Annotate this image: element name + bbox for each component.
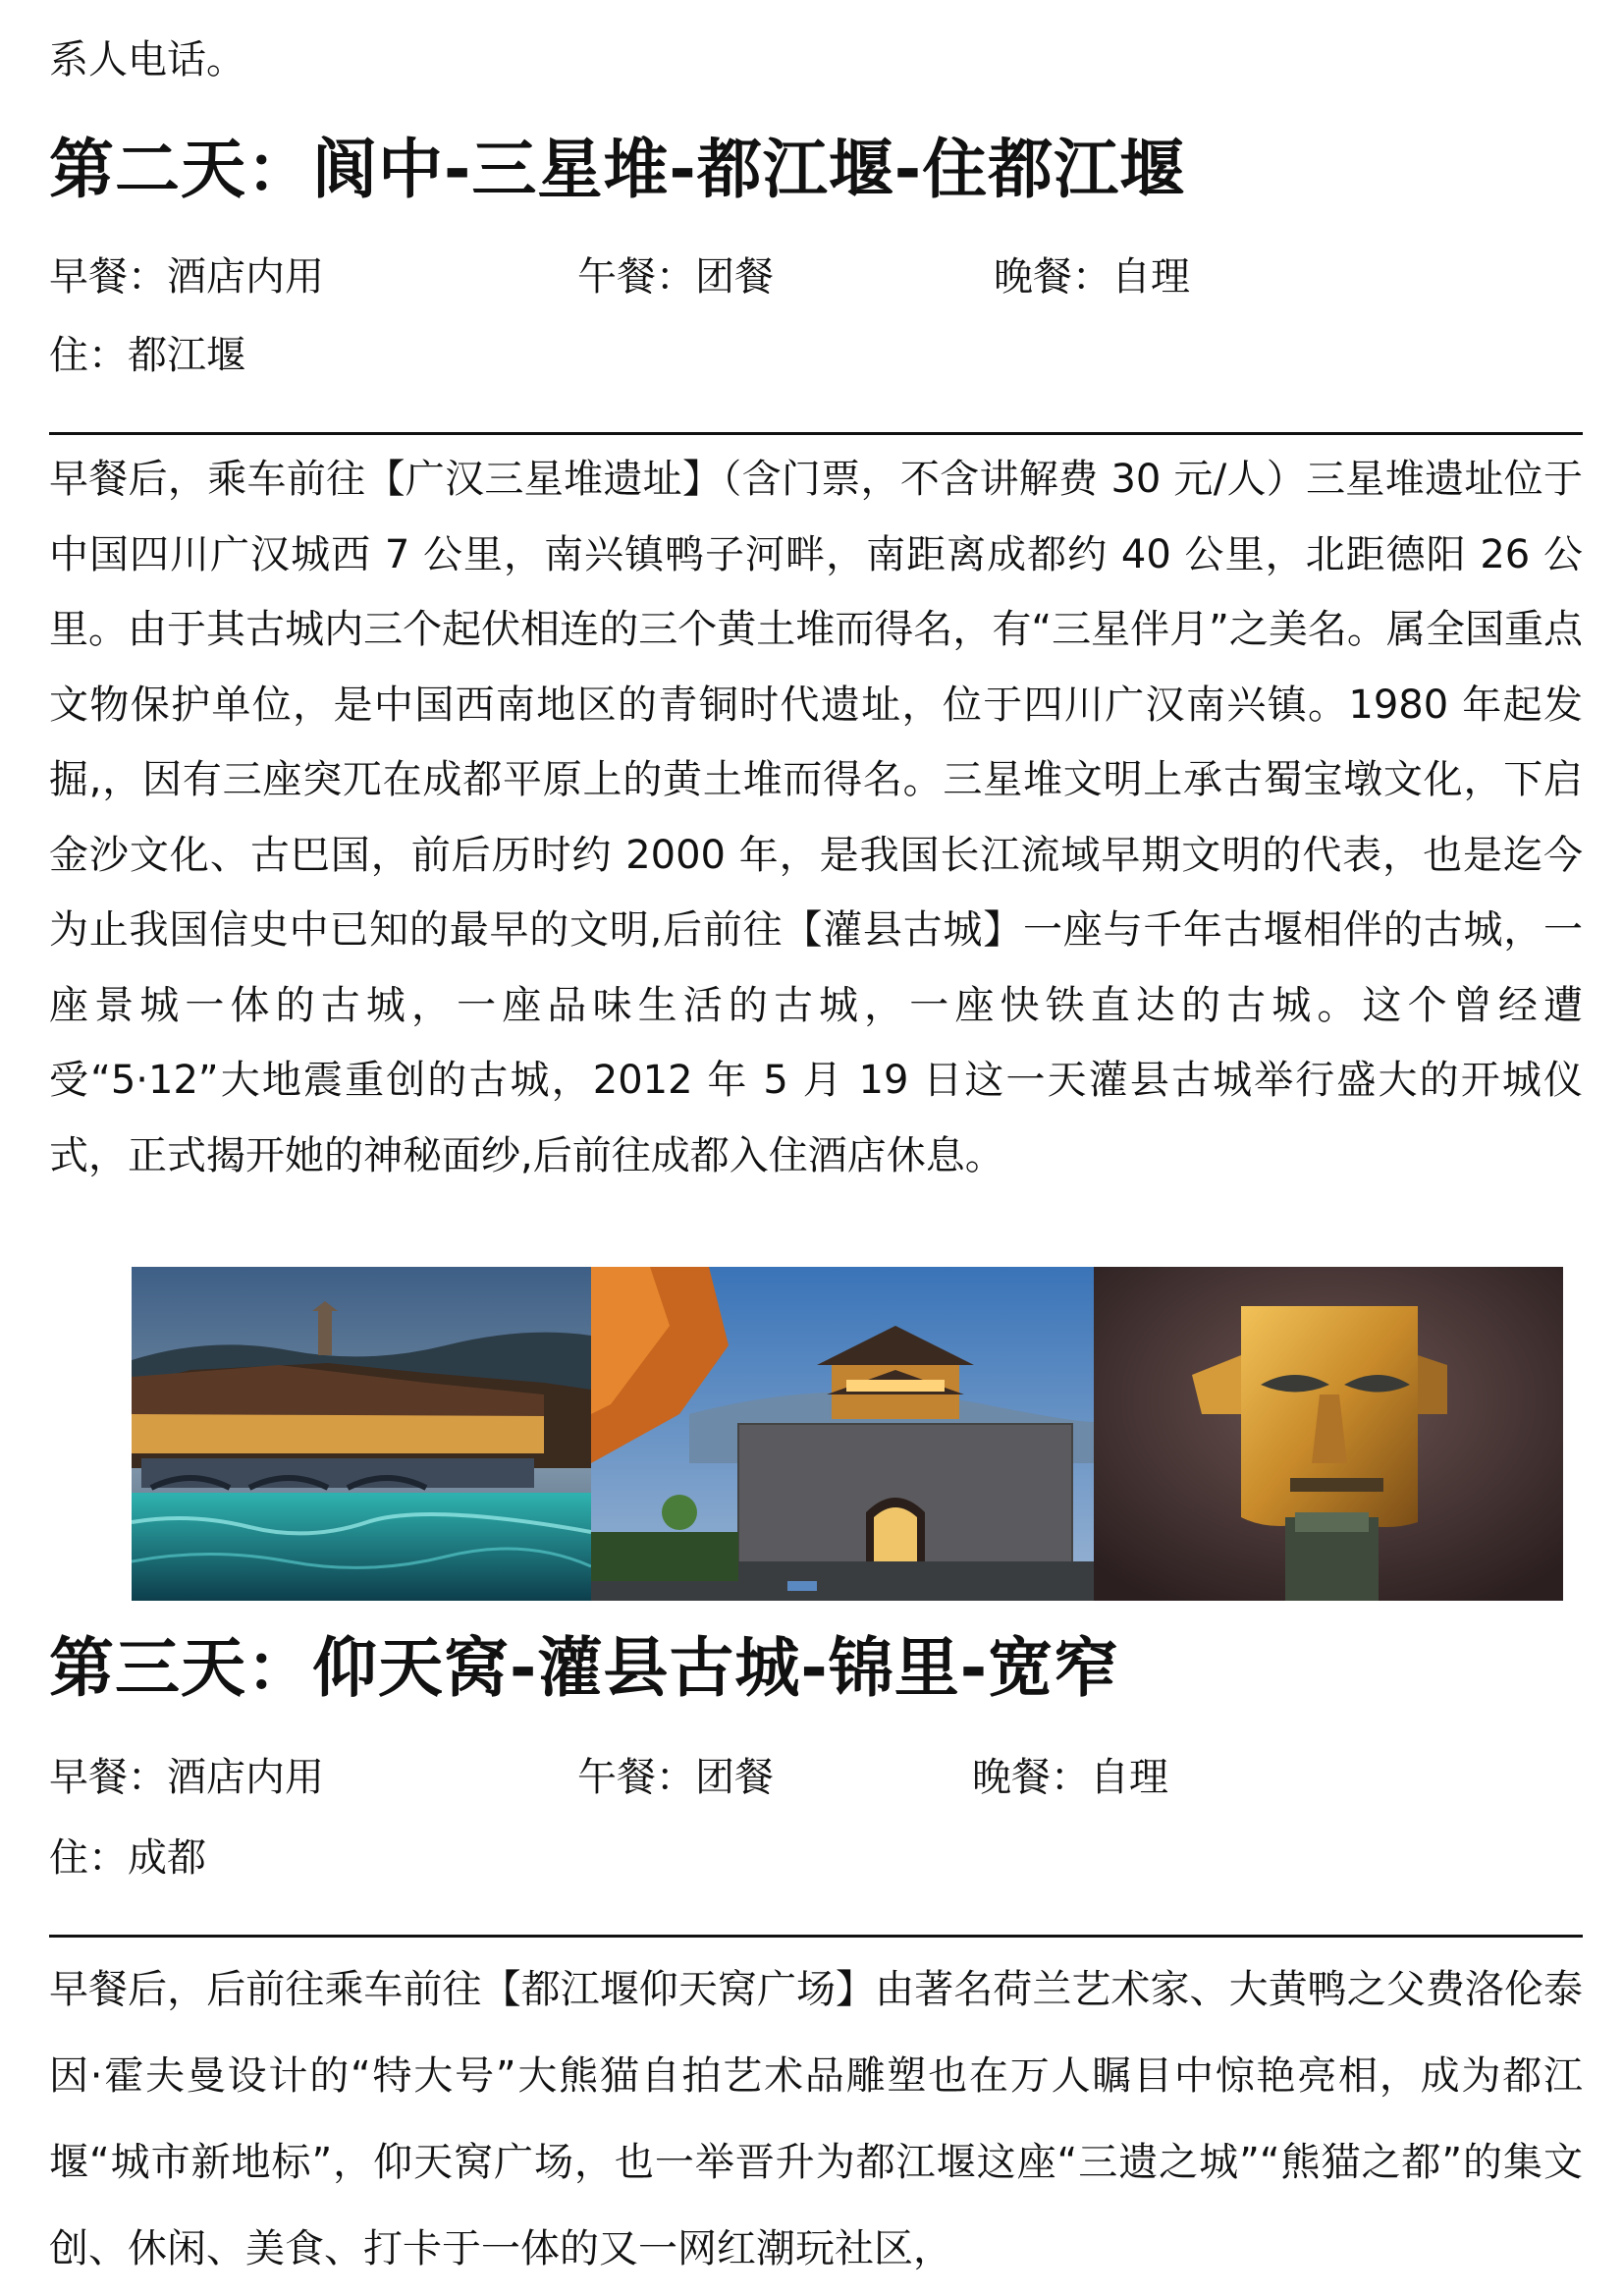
golden-mask-bronze-head-photo: [1094, 1267, 1563, 1601]
day2-photo-strip: [132, 1267, 1563, 1601]
day3-stay: 住：成都: [49, 1835, 206, 1881]
ancient-city-gate-photo: [591, 1267, 1094, 1601]
day2-meals: [49, 247, 1583, 306]
day2-lunch: 午餐：团餐: [577, 254, 774, 300]
day2-divider: [49, 432, 1583, 435]
day2-description: 早餐后，乘车前往【广汉三星堆遗址】（含门票，不含讲解费 30 元/人）三星堆遗址位于中国四川广汉城西 7 公里，南兴镇鸭子河畔，南距离成都约 40 公里，北距德阳 26 公里。由于其古城内三个起伏相连的三个黄土堆而得名，有“三星伴月”之美名。属全国重点文物保护单位，是中国西南地区的青铜时代遗址，位于四川广汉南兴镇。1980 年起发掘,，因有三座突兀在成都平原上的黄土堆而得名。三星堆文明上承古蜀宝墩文化，下启金沙文化、古巴国，前后历时约 2000 年，是我国长江流域早期文明的代表，也是迄今为止我国信史中已知的最早的文明,后前往【灌县古城】一座与千年古堰相伴的古城，一座景城一体的古城，一座品味生活的古城，一座快铁直达的古城。这个曾经遭受“5·12”大地震重创的古城，2012 年 5 月 19 日这一天灌县古城举行盛大的开城仪式，正式揭开她的神秘面纱,后前往成都入住酒店休息。: [49, 457, 1583, 1178]
day3-divider: [49, 1935, 1583, 1938]
day3-lunch: 午餐：团餐: [577, 1755, 774, 1800]
day3-title: 第三天：仰天窝-灌县古城-锦里-宽窄: [49, 1630, 1120, 1706]
day3-meals: [49, 1748, 1583, 1807]
day3-dinner: 晚餐：自理: [972, 1755, 1168, 1800]
covered-bridge-night-photo: [132, 1267, 591, 1601]
day2-dinner: 晚餐：自理: [994, 254, 1190, 300]
day3-breakfast: 早餐：酒店内用: [49, 1755, 324, 1800]
intro-tail-text: 系人电话。: [49, 37, 245, 82]
day2-stay: 住：都江堰: [49, 333, 245, 378]
day2-breakfast: 早餐：酒店内用: [49, 254, 324, 300]
day2-title: 第二天：阆中-三星堆-都江堰-住都江堰: [49, 132, 1186, 207]
day3-description: 早餐后，后前往乘车前往【都江堰仰天窝广场】由著名荷兰艺术家、大黄鸭之父费洛伦泰因·霍夫曼设计的“特大号”大熊猫自拍艺术品雕塑也在万人瞩目中惊艳亮相，成为都江堰“城市新地标”，仰天窝广场，也一举晋升为都江堰这座“三遗之城”“熊猫之都”的集文创、休闲、美食、打卡于一体的又一网红潮玩社区，: [49, 1967, 1583, 2271]
